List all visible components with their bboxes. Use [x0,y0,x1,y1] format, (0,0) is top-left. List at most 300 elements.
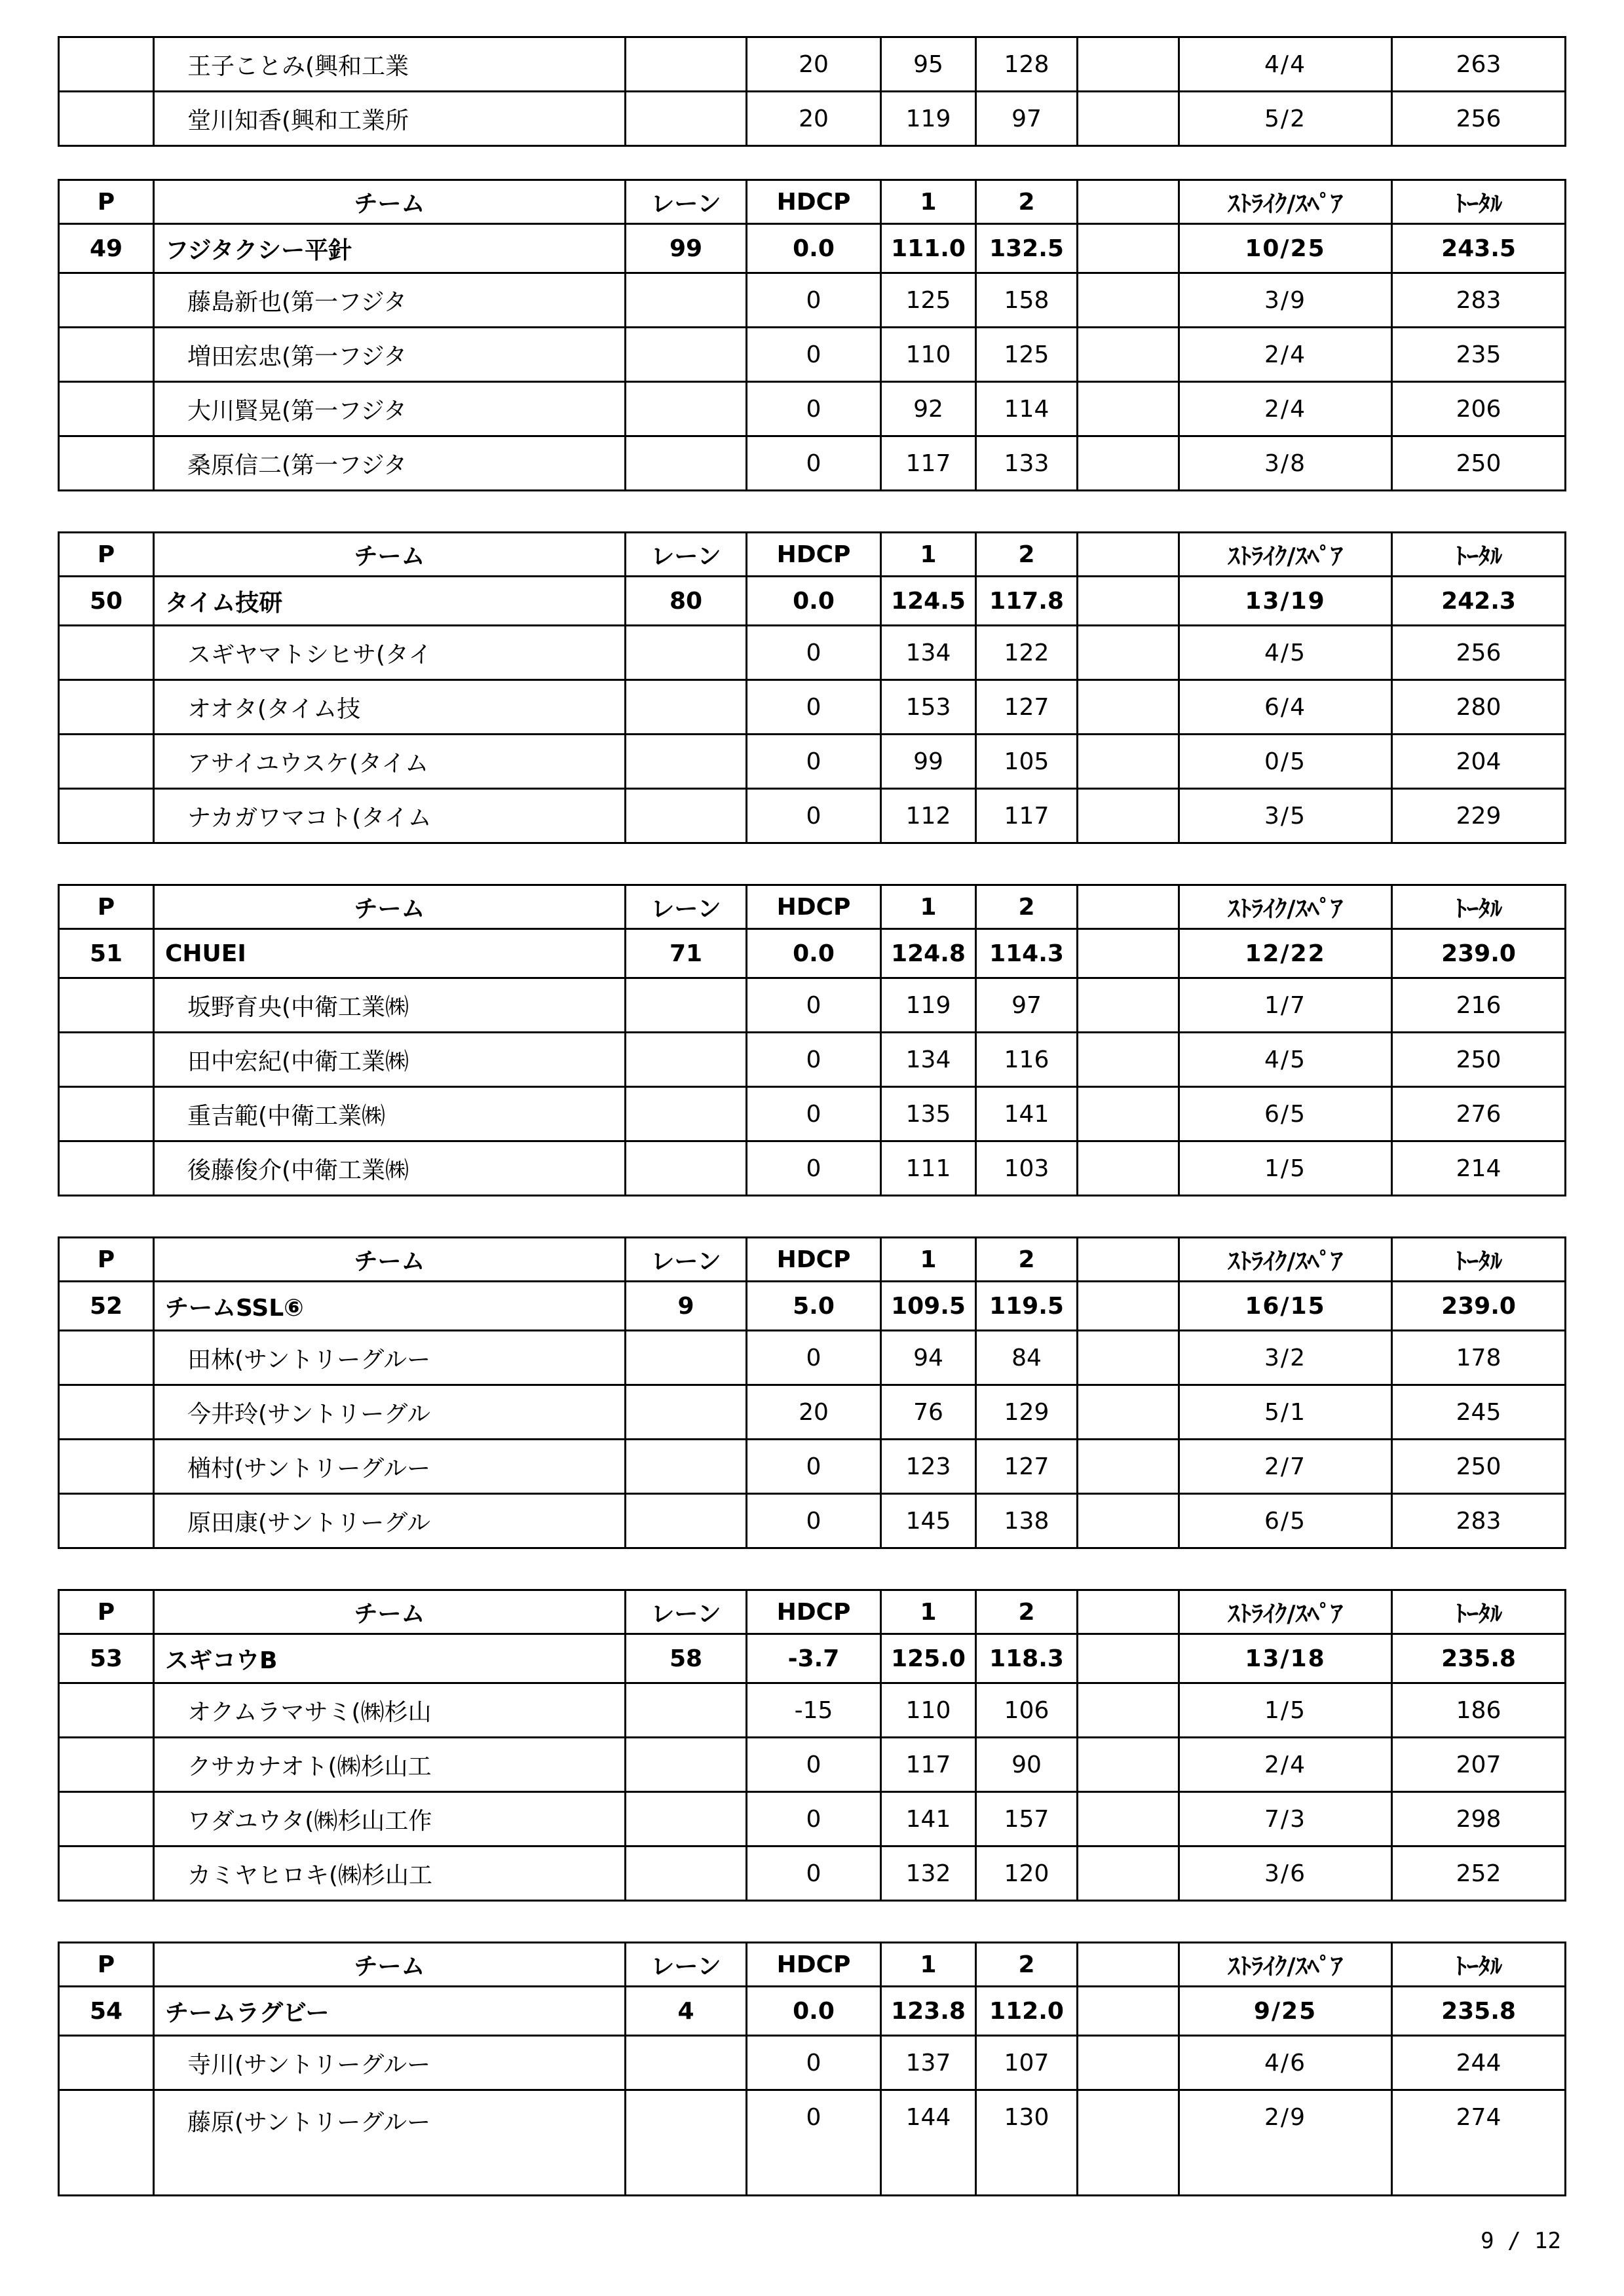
header-row [59,180,1566,224]
team-row [59,577,1566,626]
lane-cell [626,1846,747,1901]
member-total: 274 [1392,2090,1566,2196]
team-total: 239.0 [1392,929,1566,978]
blank-cell [1078,328,1179,382]
member-total: 214 [1392,1141,1566,1196]
member-game-1: 94 [881,1331,976,1385]
member-game-1: 125 [881,273,976,328]
member-strike-spare: 3/2 [1179,1331,1392,1385]
member-game-1: 99 [881,735,976,789]
member-name: クサカナオト(㈱杉山工 [154,1738,626,1792]
team-game-1: 123.8 [881,1987,976,2036]
member-total: 250 [1392,436,1566,491]
member-total: 244 [1392,2036,1566,2090]
team-hdcp: 0.0 [747,929,881,978]
team-game-1: 111.0 [881,224,976,273]
header-row [59,533,1566,577]
position-cell [59,1846,154,1901]
member-strike-spare: 3/6 [1179,1846,1392,1901]
header-total: ﾄｰﾀﾙ [1392,1943,1566,1987]
team-lane: 58 [626,1634,747,1683]
team-table [58,531,1566,844]
member-game-2: 97 [976,92,1078,146]
member-strike-spare: 1/5 [1179,1683,1392,1738]
lane-cell [626,1494,747,1548]
lane-cell [626,328,747,382]
team-total: 243.5 [1392,224,1566,273]
header-hdcp: HDCP [747,1943,881,1987]
member-game-2: 103 [976,1141,1078,1196]
member-hdcp: 0 [747,436,881,491]
header-row [59,1943,1566,1987]
blank-cell [1078,2036,1179,2090]
member-game-1: 144 [881,2090,976,2196]
team-strike-spare: 13/19 [1179,577,1392,626]
member-game-1: 153 [881,680,976,735]
member-strike-spare: 3/9 [1179,273,1392,328]
team-total: 242.3 [1392,577,1566,626]
team-game-1: 125.0 [881,1634,976,1683]
team-hdcp: 0.0 [747,1987,881,2036]
team-table [58,1589,1566,1902]
member-game-2: 141 [976,1087,1078,1141]
team-lane: 99 [626,224,747,273]
member-total: 256 [1392,92,1566,146]
member-row [59,978,1566,1033]
member-hdcp: 0 [747,2036,881,2090]
header-lane: レーン [626,1590,747,1634]
header-team: チーム [154,1590,626,1634]
member-name: カミヤヒロキ(㈱杉山工 [154,1846,626,1901]
blank-cell [1078,1087,1179,1141]
header-lane: レーン [626,1238,747,1282]
member-game-2: 127 [976,1440,1078,1494]
blank-cell [1078,1634,1179,1683]
member-hdcp: 0 [747,328,881,382]
member-hdcp: 0 [747,2090,881,2196]
member-game-2: 138 [976,1494,1078,1548]
team-strike-spare: 12/22 [1179,929,1392,978]
member-row [59,436,1566,491]
lane-cell [626,92,747,146]
team-lane: 4 [626,1987,747,2036]
member-row [59,1385,1566,1440]
team-strike-spare: 10/25 [1179,224,1392,273]
team-game-2: 119.5 [976,1282,1078,1331]
member-total: 280 [1392,680,1566,735]
blank-cell [1078,273,1179,328]
member-strike-spare: 4/5 [1179,1033,1392,1087]
lane-cell [626,436,747,491]
member-row [59,1033,1566,1087]
member-row [59,680,1566,735]
member-total: 229 [1392,789,1566,843]
member-game-1: 134 [881,1033,976,1087]
position-cell [59,1141,154,1196]
member-row [59,382,1566,436]
header-blank [1078,1238,1179,1282]
member-game-2: 114 [976,382,1078,436]
member-total: 283 [1392,273,1566,328]
header-game-1: 1 [881,1238,976,1282]
team-row [59,1987,1566,2036]
member-strike-spare: 2/4 [1179,382,1392,436]
member-total: 235 [1392,328,1566,382]
header-lane: レーン [626,885,747,929]
header-row [59,885,1566,929]
header-team: チーム [154,885,626,929]
position-cell [59,1440,154,1494]
member-name: 堂川知香(興和工業所 [154,92,626,146]
member-hdcp: 0 [747,1440,881,1494]
lane-cell [626,1331,747,1385]
team-hdcp: 0.0 [747,577,881,626]
header-game-1: 1 [881,885,976,929]
blank-cell [1078,1141,1179,1196]
member-game-1: 141 [881,1792,976,1846]
member-total: 252 [1392,1846,1566,1901]
member-game-2: 105 [976,735,1078,789]
member-game-1: 117 [881,436,976,491]
blank-cell [1078,92,1179,146]
lane-cell [626,626,747,680]
team-hdcp: -3.7 [747,1634,881,1683]
blank-cell [1078,1987,1179,2036]
team-game-2: 114.3 [976,929,1078,978]
member-game-2: 130 [976,2090,1078,2196]
header-team: チーム [154,533,626,577]
member-hdcp: 20 [747,92,881,146]
member-total: 206 [1392,382,1566,436]
position-cell [59,680,154,735]
member-strike-spare: 6/4 [1179,680,1392,735]
member-game-2: 97 [976,978,1078,1033]
member-total: 250 [1392,1033,1566,1087]
member-row [59,626,1566,680]
team-position: 53 [59,1634,154,1683]
header-team: チーム [154,1238,626,1282]
blank-cell [1078,382,1179,436]
member-game-1: 119 [881,978,976,1033]
member-name: 田中宏紀(中衛工業㈱ [154,1033,626,1087]
header-total: ﾄｰﾀﾙ [1392,1238,1566,1282]
member-total: 276 [1392,1087,1566,1141]
member-name: 坂野育央(中衛工業㈱ [154,978,626,1033]
member-hdcp: 0 [747,1738,881,1792]
member-game-2: 125 [976,328,1078,382]
member-total: 283 [1392,1494,1566,1548]
header-game-2: 2 [976,1943,1078,1987]
member-hdcp: 0 [747,1846,881,1901]
blank-cell [1078,789,1179,843]
header-blank [1078,1590,1179,1634]
member-name: オオタ(タイム技 [154,680,626,735]
header-lane: レーン [626,180,747,224]
member-name: ワダユウタ(㈱杉山工作 [154,1792,626,1846]
header-game-1: 1 [881,533,976,577]
header-game-2: 2 [976,180,1078,224]
position-cell [59,789,154,843]
member-total: 298 [1392,1792,1566,1846]
team-position: 49 [59,224,154,273]
member-game-2: 116 [976,1033,1078,1087]
member-name: 王子ことみ(興和工業 [154,37,626,92]
header-strike-spare: ｽﾄﾗｲｸ/ｽﾍﾟｱ [1179,885,1392,929]
header-strike-spare: ｽﾄﾗｲｸ/ｽﾍﾟｱ [1179,180,1392,224]
team-table [58,1236,1566,1549]
lane-cell [626,1792,747,1846]
member-total: 178 [1392,1331,1566,1385]
header-p: P [59,1238,154,1282]
blank-cell [1078,735,1179,789]
member-total: 245 [1392,1385,1566,1440]
position-cell [59,1792,154,1846]
team-name: スギコウB [154,1634,626,1683]
member-strike-spare: 4/5 [1179,626,1392,680]
blank-cell [1078,929,1179,978]
member-strike-spare: 1/7 [1179,978,1392,1033]
member-row [59,1141,1566,1196]
member-game-2: 90 [976,1738,1078,1792]
position-cell [59,1331,154,1385]
position-cell [59,1087,154,1141]
position-cell [59,626,154,680]
member-hdcp: 0 [747,1087,881,1141]
team-game-2: 117.8 [976,577,1078,626]
blank-cell [1078,1385,1179,1440]
member-hdcp: 20 [747,1385,881,1440]
header-strike-spare: ｽﾄﾗｲｸ/ｽﾍﾟｱ [1179,1590,1392,1634]
blank-cell [1078,224,1179,273]
member-name: ナカガワマコト(タイム [154,789,626,843]
lane-cell [626,1033,747,1087]
team-name: フジタクシー平針 [154,224,626,273]
member-strike-spare: 3/8 [1179,436,1392,491]
member-row [59,328,1566,382]
continuation-table [58,36,1566,147]
member-name: 寺川(サントリーグルー [154,2036,626,2090]
header-p: P [59,180,154,224]
blank-cell [1078,680,1179,735]
blank-cell [1078,978,1179,1033]
member-total: 207 [1392,1738,1566,1792]
member-name: 重吉範(中衛工業㈱ [154,1087,626,1141]
team-game-1: 124.8 [881,929,976,978]
header-total: ﾄｰﾀﾙ [1392,1590,1566,1634]
member-hdcp: 0 [747,626,881,680]
member-strike-spare: 2/4 [1179,1738,1392,1792]
member-row [59,273,1566,328]
header-team: チーム [154,180,626,224]
member-game-2: 158 [976,273,1078,328]
team-position: 50 [59,577,154,626]
blank-cell [1078,626,1179,680]
header-blank [1078,180,1179,224]
position-cell [59,1494,154,1548]
member-strike-spare: 6/5 [1179,1087,1392,1141]
member-name: アサイユウスケ(タイム [154,735,626,789]
member-row [59,735,1566,789]
member-name: スギヤマトシヒサ(タイ [154,626,626,680]
member-strike-spare: 5/2 [1179,92,1392,146]
blank-cell [1078,577,1179,626]
header-total: ﾄｰﾀﾙ [1392,885,1566,929]
header-hdcp: HDCP [747,1590,881,1634]
member-hdcp: 0 [747,1792,881,1846]
member-hdcp: 0 [747,789,881,843]
header-strike-spare: ｽﾄﾗｲｸ/ｽﾍﾟｱ [1179,1943,1392,1987]
team-strike-spare: 9/25 [1179,1987,1392,2036]
header-game-2: 2 [976,533,1078,577]
lane-cell [626,735,747,789]
lane-cell [626,1141,747,1196]
member-total: 186 [1392,1683,1566,1738]
member-total: 216 [1392,978,1566,1033]
position-cell [59,92,154,146]
member-name: 藤島新也(第一フジタ [154,273,626,328]
header-game-1: 1 [881,180,976,224]
header-game-2: 2 [976,885,1078,929]
blank-cell [1078,1331,1179,1385]
member-game-1: 76 [881,1385,976,1440]
team-lane: 80 [626,577,747,626]
team-total: 235.8 [1392,1634,1566,1683]
team-game-2: 132.5 [976,224,1078,273]
position-cell [59,382,154,436]
member-strike-spare: 1/5 [1179,1141,1392,1196]
team-lane: 71 [626,929,747,978]
header-row [59,1590,1566,1634]
header-lane: レーン [626,1943,747,1987]
header-blank [1078,1943,1179,1987]
header-strike-spare: ｽﾄﾗｲｸ/ｽﾍﾟｱ [1179,1238,1392,1282]
member-strike-spare: 7/3 [1179,1792,1392,1846]
team-name: CHUEI [154,929,626,978]
header-game-2: 2 [976,1238,1078,1282]
lane-cell [626,680,747,735]
blank-cell [1078,436,1179,491]
position-cell [59,436,154,491]
member-total: 263 [1392,37,1566,92]
member-name: オクムラマサミ(㈱杉山 [154,1683,626,1738]
team-position: 54 [59,1987,154,2036]
member-row [59,1331,1566,1385]
lane-cell [626,978,747,1033]
member-row [59,92,1566,146]
member-name: 藤原(サントリーグルー [154,2090,626,2196]
header-blank [1078,533,1179,577]
member-hdcp: 0 [747,1494,881,1548]
blank-cell [1078,1738,1179,1792]
team-game-2: 112.0 [976,1987,1078,2036]
member-game-1: 145 [881,1494,976,1548]
header-hdcp: HDCP [747,180,881,224]
header-lane: レーン [626,533,747,577]
position-cell [59,1738,154,1792]
header-game-1: 1 [881,1590,976,1634]
lane-cell [626,1683,747,1738]
member-game-1: 137 [881,2036,976,2090]
member-hdcp: 0 [747,680,881,735]
header-team: チーム [154,1943,626,1987]
header-hdcp: HDCP [747,1238,881,1282]
member-game-1: 110 [881,328,976,382]
member-game-1: 117 [881,1738,976,1792]
member-row [59,1683,1566,1738]
member-hdcp: 0 [747,1033,881,1087]
team-position: 51 [59,929,154,978]
header-total: ﾄｰﾀﾙ [1392,180,1566,224]
team-strike-spare: 13/18 [1179,1634,1392,1683]
blank-cell [1078,1846,1179,1901]
header-strike-spare: ｽﾄﾗｲｸ/ｽﾍﾟｱ [1179,533,1392,577]
member-strike-spare: 2/4 [1179,328,1392,382]
lane-cell [626,1385,747,1440]
blank-cell [1078,2090,1179,2196]
member-game-1: 111 [881,1141,976,1196]
lane-cell [626,273,747,328]
header-p: P [59,1590,154,1634]
team-row [59,929,1566,978]
member-name: 桑原信二(第一フジタ [154,436,626,491]
header-total: ﾄｰﾀﾙ [1392,533,1566,577]
member-game-1: 112 [881,789,976,843]
member-total: 250 [1392,1440,1566,1494]
member-game-1: 135 [881,1087,976,1141]
member-hdcp: -15 [747,1683,881,1738]
member-row [59,1440,1566,1494]
team-strike-spare: 16/15 [1179,1282,1392,1331]
member-game-2: 84 [976,1331,1078,1385]
blank-cell [1078,1792,1179,1846]
member-game-2: 106 [976,1683,1078,1738]
member-hdcp: 0 [747,273,881,328]
header-blank [1078,885,1179,929]
member-game-1: 95 [881,37,976,92]
member-name: 後藤俊介(中衛工業㈱ [154,1141,626,1196]
member-strike-spare: 4/6 [1179,2036,1392,2090]
member-game-2: 122 [976,626,1078,680]
header-hdcp: HDCP [747,533,881,577]
team-table [58,884,1566,1196]
position-cell [59,735,154,789]
lane-cell [626,1087,747,1141]
member-row [59,1738,1566,1792]
member-hdcp: 0 [747,1141,881,1196]
team-game-1: 124.5 [881,577,976,626]
header-p: P [59,885,154,929]
header-p: P [59,1943,154,1987]
team-total: 239.0 [1392,1282,1566,1331]
member-row [59,1494,1566,1548]
position-cell [59,328,154,382]
blank-cell [1078,37,1179,92]
member-game-2: 127 [976,680,1078,735]
member-strike-spare: 3/5 [1179,789,1392,843]
blank-cell [1078,1494,1179,1548]
member-row [59,1087,1566,1141]
member-strike-spare: 5/1 [1179,1385,1392,1440]
member-game-1: 119 [881,92,976,146]
team-name: チームラグビー [154,1987,626,2036]
header-p: P [59,533,154,577]
member-game-2: 120 [976,1846,1078,1901]
member-game-2: 128 [976,37,1078,92]
position-cell [59,1033,154,1087]
lane-cell [626,2090,747,2196]
team-name: チームSSL⑥ [154,1282,626,1331]
lane-cell [626,789,747,843]
